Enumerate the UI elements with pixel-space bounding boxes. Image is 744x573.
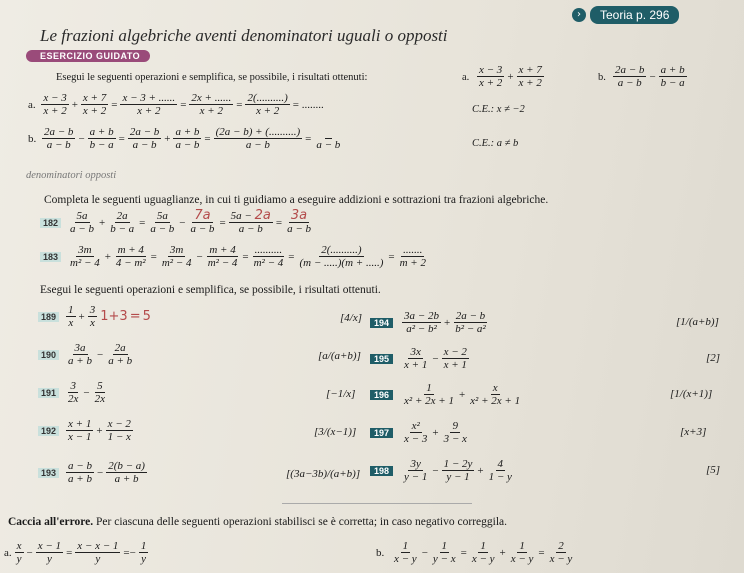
answer-192: [3/(x−1)] bbox=[314, 426, 357, 438]
guided-b-solution: b. $\frac{2a - b}{a - b}$ − $\frac{a + b}{b - a}$ = $\frac{2a - b}{a - b}$ + $\frac{a + b}{a - b}$ = $\frac{(2a - b) + (..........)}{a - b}$ = a − b bbox=[28, 126, 341, 151]
answer-190: [a/(a+b)] bbox=[318, 350, 361, 362]
exercise-182: 182 $\frac{5a}{a - b}$ + $\frac{2a}{b - a}$ = $\frac{5a}{a - b}$ − $\frac{7a}{a - b}$ = $\frac{5a - 2a}{a - b}$ = $\frac{3a}{a - b}$ bbox=[40, 210, 314, 235]
exercise-190: 190 $\frac{3a}{a + b}$ − $\frac{2a}{a + b}$ bbox=[38, 342, 135, 367]
handwritten-note: 1+3 bbox=[100, 309, 128, 324]
exercise-197: 197 $\frac{\text{x²}}{x - 3}$ + $\frac{9}{3 - x}$ bbox=[370, 420, 470, 445]
exercise-number: 182 bbox=[40, 218, 61, 228]
error-hunt-a: a. $\frac{x}{y}$ − $\frac{x - 1}{y}$ = $\frac{x - x - 1}{y}$ =− $\frac{1}{y}$ bbox=[4, 540, 147, 565]
guided-a-solution: a. $\frac{x - 3}{x + 2}$ + $\frac{x + 7}{x + 2}$ = $\frac{x - 3 + ......}{x + 2}$ = $\frac{2x + ......}{x + 2}$ = $\frac{2(..........)}{x + 2}$ = ........ bbox=[28, 92, 324, 117]
error-hunt-b: b. $\frac{1}{x - y}$ − $\frac{1}{y - x}$ = $\frac{1}{x - y}$ + $\frac{1}{x - y}$ = $\frac{2}{x - y}$ bbox=[376, 540, 573, 565]
answer-198: [5] bbox=[706, 464, 721, 476]
exercise-198: 198 $\frac{3y}{y - 1}$ − $\frac{1 - 2y}{y - 1}$ + $\frac{4}{1 - y}$ bbox=[370, 458, 515, 483]
exercise-number: 194 bbox=[370, 318, 393, 328]
divider bbox=[282, 503, 472, 504]
exercise-number: 193 bbox=[38, 468, 59, 478]
exercise-number: 191 bbox=[38, 388, 59, 398]
guided-instructions: Esegui le seguenti operazioni e semplifica, se possibile, i risultati ottenuti: bbox=[56, 72, 368, 83]
exercise-number: 198 bbox=[370, 466, 393, 476]
answer-196: [1/(x+1)] bbox=[670, 388, 713, 400]
exercise-183: 183 $\frac{3m}{\text{m² − 4}}$ + $\frac{m + 4}{\text{4 − m²}}$ = $\frac{3m}{\text{m² − 4}}$ − $\frac{m + 4}{\text{m² − 4}}$ = $\frac{..........}{\text{m² − 4}}$ = $\frac{2(..........)}{(m - .....)(m + .....)}$ = $\frac{.......}{m + 2}$ bbox=[40, 244, 429, 269]
nav-arrow-icon[interactable]: › bbox=[572, 8, 586, 22]
answer-194: [1/(a+b)] bbox=[676, 316, 719, 328]
exercise-number: 189 bbox=[38, 312, 59, 322]
guided-ce-b: C.E.: a ≠ b bbox=[472, 138, 519, 149]
section4-title: Caccia all'errore. bbox=[8, 516, 94, 528]
handwritten-note: 3a bbox=[290, 208, 308, 223]
exercise-number: 190 bbox=[38, 350, 59, 360]
item-label: a. bbox=[4, 546, 12, 559]
exercise-192: 192 $\frac{x + 1}{x - 1}$ + $\frac{x - 2}{1 - x}$ bbox=[38, 418, 134, 443]
guided-b-expression: $\frac{2a - b}{a - b}$ − $\frac{a + b}{b - a}$ bbox=[615, 64, 685, 89]
exercise-195: 195 $\frac{3x}{x + 1}$ − $\frac{x - 2}{x + 1}$ bbox=[370, 346, 470, 371]
section2-instructions: Completa le seguenti uguaglianze, in cui ti guidiamo a eseguire addizioni e sottrazioni tra frazioni algebriche. bbox=[44, 194, 549, 206]
exercise-194: 194 $\frac{3a - 2b}{\text{a² − b²}}$ + $\frac{2a - b}{\text{b² − a²}}$ bbox=[370, 310, 489, 335]
guided-exercise-badge: ESERCIZIO GUIDATO bbox=[26, 50, 150, 62]
guided-a-expression: $\frac{x - 3}{x + 2}$ + $\frac{x + 7}{x + 2}$ bbox=[479, 64, 542, 89]
answer-197: [x+3] bbox=[680, 426, 707, 438]
handwritten-note: 7a bbox=[194, 208, 211, 223]
section4-heading bbox=[8, 516, 507, 528]
exercise-number: 195 bbox=[370, 354, 393, 364]
guided-ce-a: C.E.: x ≠ −2 bbox=[472, 104, 525, 115]
guided-footnote: denominatori opposti bbox=[26, 170, 117, 181]
exercise-number: 192 bbox=[38, 426, 59, 436]
exercise-189: 189 $\frac{1}{x}$ + $\frac{3}{x}$ 1+3 = 5 bbox=[38, 304, 151, 329]
exercise-number: 183 bbox=[40, 252, 61, 262]
answer-189: [4/x] bbox=[340, 312, 362, 324]
guided-b-label: b. bbox=[598, 72, 606, 83]
section4-instructions: Per ciascuna delle seguenti operazioni stabilisci se è corretta; in caso negativo correggila. bbox=[96, 516, 507, 528]
teoria-link[interactable]: Teoria p. 296 bbox=[590, 6, 679, 24]
answer-193: [(3a−3b)/(a+b)] bbox=[286, 468, 361, 480]
page-title: Le frazioni algebriche aventi denominatori uguali o opposti bbox=[40, 26, 448, 45]
exercise-number: 196 bbox=[370, 390, 393, 400]
answer-195: [2] bbox=[706, 352, 721, 364]
section3-instructions: Esegui le seguenti operazioni e semplifica, se possibile, i risultati ottenuti. bbox=[40, 284, 381, 296]
exercise-196: 196 $\frac{1}{\text{x² + 2x + 1}}$ + $\frac{x}{\text{x² + 2x + 1}}$ bbox=[370, 382, 523, 407]
guided-a-label: a. bbox=[462, 72, 470, 83]
answer-191: [−1/x] bbox=[326, 388, 356, 400]
handwritten-note: 2a bbox=[254, 208, 271, 223]
handwritten-note: 5 bbox=[142, 309, 151, 324]
exercise-193: 193 $\frac{a - b}{a + b}$ − $\frac{2(b - a)}{a + b}$ bbox=[38, 460, 148, 485]
exercise-191: 191 $\frac{3}{2x}$ − $\frac{5}{2x}$ bbox=[38, 380, 108, 405]
item-label: b. bbox=[376, 546, 385, 559]
exercise-number: 197 bbox=[370, 428, 393, 438]
